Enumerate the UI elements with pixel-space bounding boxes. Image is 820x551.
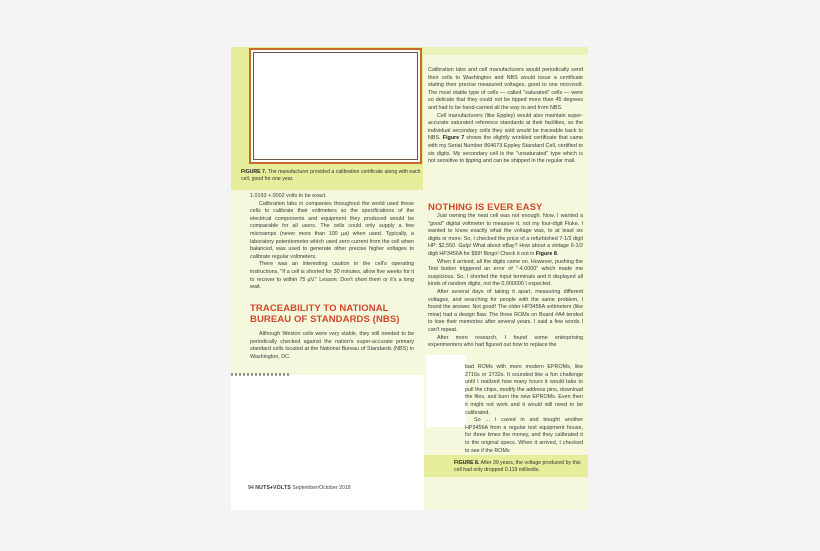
figure-7-caption-text: The manufacturer provided a calibration certificate along with each cell, good for one year.: [241, 169, 421, 182]
left-column: [250, 193, 414, 292]
magazine-page: [231, 47, 588, 510]
cut-edge: [231, 373, 291, 376]
figure-8-caption: [454, 460, 585, 473]
figure-8-caption-text: After 39 years, the voltage produced by this cell had only dropped 0.119 millivolts.: [454, 460, 581, 473]
heading-nothing-is-ever-easy: NOTHING IS EVER EASY: [428, 202, 543, 213]
paragraph: So ... I caved in and bought another HP3456A from a regular test equipment house, for three times the money, and they calibrated it to the original specs. When it arrived, I checked to see if the ROMs: [465, 417, 583, 454]
figure-7-label: FIGURE 7.: [241, 169, 267, 175]
certificate-image-inner: [253, 52, 418, 160]
paragraph: [428, 213, 583, 259]
paragraph: Although Weston cells were very stable, they still needed to be periodically checked against the nation's super-accurate primary standard cells located at the National Bureau of Standards (NBS) in Washington, DC.: [250, 331, 414, 360]
text-run: Cell manufacturers (like Eppley) would also maintain super-accurate saturated reference standards at their facilities, so the individual secondary cells they sold would be traceable back to NBS.: [428, 112, 583, 142]
paragraph: After several days of taking it apart, measuring different voltages, and searching for people with the same problem, I found the answer. Not good! The older HP3456A voltmeters (like mine) had a design flaw. The three ROMs on Board #A4 tended to lose their memories after several years. I said a few words I can't repeat.: [428, 288, 583, 333]
figure-8-label: FIGURE 8.: [454, 460, 480, 466]
missing-image-area-right: [426, 355, 466, 427]
paragraph: There was an interesting caution in the cell's operating instructions, "If a cell is shorted for 30 minutes, allow five weeks for it to recover to within 75 µV." Lesson: Don't short them or it's a long wait.: [250, 261, 414, 291]
page-number: 94: [248, 485, 254, 491]
text-run: Just owning the neat cell was not enough. Now, I wanted a "good" digital voltmeter to measure it, not my four-digit Fluke. I wanted to know exactly what the voltage was, to at least six digits or more. So, I checked the price of a refurbished 7-1/2 digit HP: $2,550. Gulp! What about eBay? How about a vintage 6-1/2 digit HP3456A for $99! Bingo! Check it out in: [428, 213, 583, 257]
issue-date: September/October 2018: [292, 485, 351, 491]
text-run: .: [556, 250, 559, 257]
right-column-middle: [428, 213, 583, 350]
paragraph: When it arrived, all the digits came on. However, pushing the Test button triggered an error of "-4.0000" which made me suspicious. So, I shorted the input terminals and it displayed all kinds of random digits, not the 0.000000 I expected.: [428, 258, 583, 288]
magazine-logo: NUTS♦VOLTS: [255, 485, 291, 491]
right-column-lower: [465, 364, 583, 455]
paragraph: After more research, I found some enterprising experimenters who had figured out how to replace the: [428, 334, 583, 349]
page-footer: [248, 485, 351, 491]
paragraph: Calibration labs and cell manufacturers would periodically send their cells to Washington and NBS would issue a certificate stating their precise measured voltages, good to one microvolt. The most stable type of cells — called "saturated" cells — were so delicate that they could not be tipped more than 45 degrees and had to be hand-carried all the way to and from NBS.: [428, 67, 583, 111]
figure-7-panel: [231, 47, 423, 190]
paragraph: bad ROMs with more modern EPROMs, like 2716s or 2732s. It sounded like a fun challenge until I realized how many hours it would take to pull the chips, modify the address pins, download the files, and burn the new EPROMs. Even then it might not work and it would still need to be calibrated.: [465, 364, 583, 416]
figure-reference: Figure 7: [442, 135, 465, 142]
figure-7-caption: [241, 169, 423, 183]
nbs-column: [250, 331, 414, 361]
paragraph: Calibration labs in companies throughout the world used these cells to calibrate their voltmeters so the specifications of the electrical components and equipment they produced would be comparable for all users. The cells could only supply a few microamps (never more than 100 µa) when used. Typically, a laboratory potentiometer which used zero current from the cell when balanced, was used to generate other precise higher voltages to calibrate regular voltmeters.: [250, 200, 414, 260]
right-column-top: [428, 67, 583, 166]
paragraph: 1.0193 +.0002 volts to be exact.: [250, 193, 327, 199]
certificate-image: [249, 48, 422, 164]
heading-traceability: TRACEABILITY TO NATIONAL BUREAU OF STANDARDS (NBS): [250, 303, 400, 325]
figure-reference: Figure 8: [535, 250, 557, 257]
paragraph: [428, 113, 583, 166]
text-run: shows the slightly wrinkled certificate that came with my Serial Number 864673 Eppley Standard Cell, certified to six digits. My secondary cell is the "unsaturated" type which is not sensitive to tipping and can be shipped in the regular mail.: [428, 135, 583, 165]
